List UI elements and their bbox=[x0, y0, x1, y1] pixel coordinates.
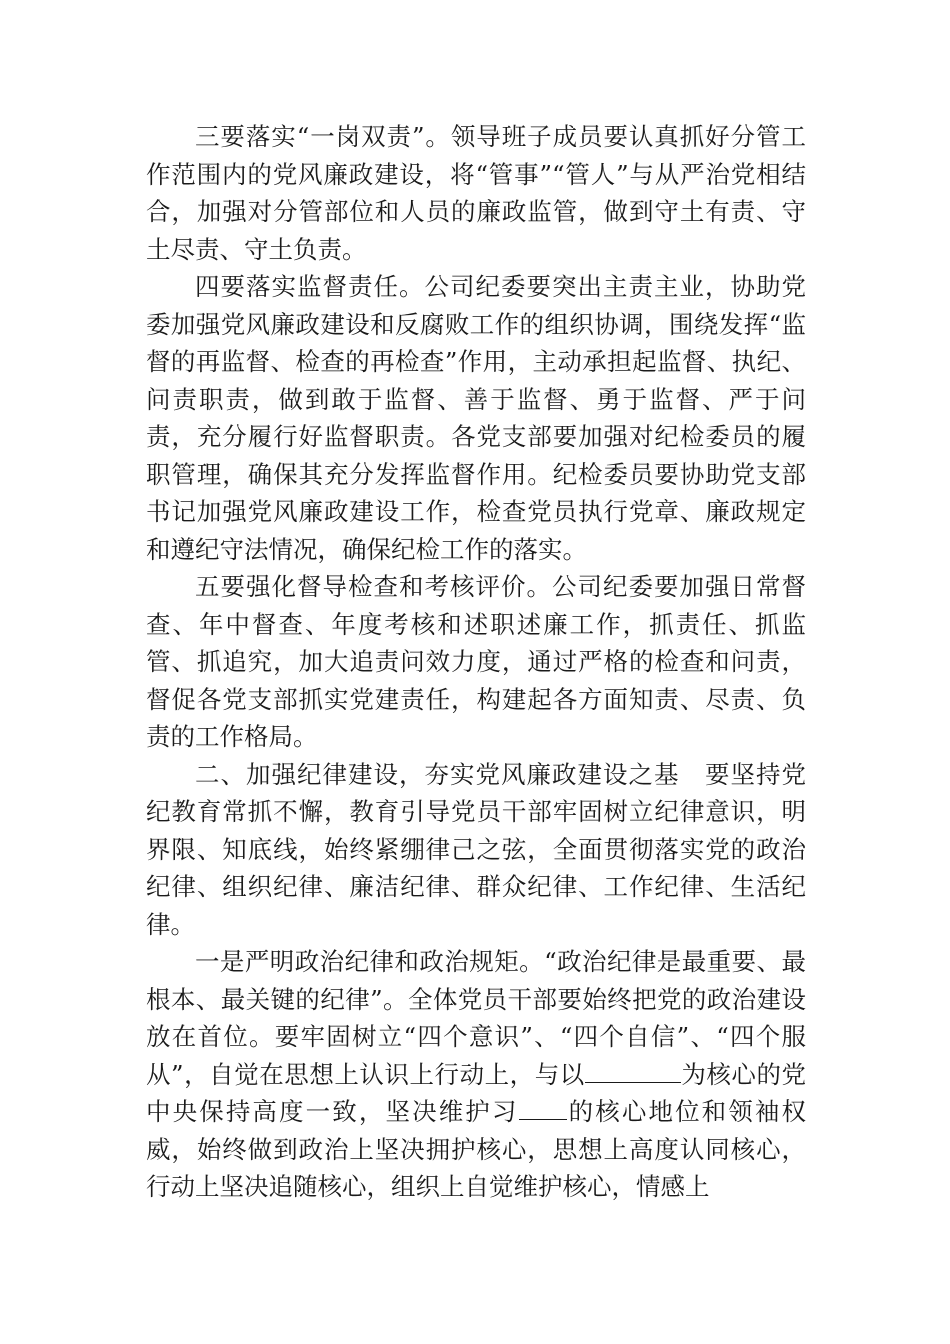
paragraph-text-part-1: 一是严明政治纪律和政治规矩。“政治纪律是最重要、最根本、最关键的纪律”。全体党员干部要始终把党的政治建设放在首位。要牢固树立“四个意识”、“四个自信”、“四个服从”，自觉在思想上认识上行动上，与以 bbox=[146, 947, 806, 1089]
blank-line bbox=[585, 1056, 681, 1083]
paragraph-inspection: 五要强化督导检查和考核评价。公司纪委要加强日常督查、年中督查、年度考核和述职述廉工作，抓责任、抓监管、抓追究，加大追责问效力度，通过严格的检查和问责，督促各党支部抓实党建责任，构建起各方面知责、尽责、负责的工作格局。 bbox=[146, 572, 806, 751]
paragraph-text-part-2: 为核心的党中央保持高度一致，坚决维护习 bbox=[146, 1059, 807, 1126]
blank-line bbox=[519, 1093, 567, 1120]
paragraph-discipline-heading: 二、加强纪律建设，夯实党风廉政建设之基 要坚持党纪教育常抓不懈，教育引导党员干部牢固树立纪律意识，明界限、知底线，始终紧绷律己之弦，全面贯彻落实党的政治纪律、组织纪律、廉洁纪律、群众纪律、工作纪律、生活纪律。 bbox=[146, 759, 806, 939]
paragraph-text-part-3: 的核心地位和领袖权威，始终做到政治上坚决拥护核心，思想上高度认同核心，行动上坚决追随核心，组织上自觉维护核心，情感上 bbox=[146, 1097, 807, 1201]
paragraph-political-discipline bbox=[146, 943, 806, 1206]
paragraph-duty: 三要落实“一岗双责”。领导班子成员要认真抓好分管工作范围内的党风廉政建设，将“管事”“管人”与从严治党相结合，加强对分管部位和人员的廉政监管，做到守土有责、守土尽责、守土负责。 bbox=[146, 122, 806, 264]
document-body bbox=[146, 118, 806, 1206]
paragraph-supervision: 四要落实监督责任。公司纪委要突出主责主业，协助党委加强党风廉政建设和反腐败工作的组织协调，围绕发挥“监督的再监督、检查的再检查”作用，主动承担起监督、执纪、问责职责，做到敢于监督、善于监督、勇于监督、严于问责，充分履行好监督职责。各党支部要加强对纪检委员的履职管理，确保其充分发挥监督作用。纪检委员要协助党支部书记加强党风廉政建设工作，检查党员执行党章、廉政规定和遵纪守法情况，确保纪检工作的落实。 bbox=[146, 272, 806, 564]
